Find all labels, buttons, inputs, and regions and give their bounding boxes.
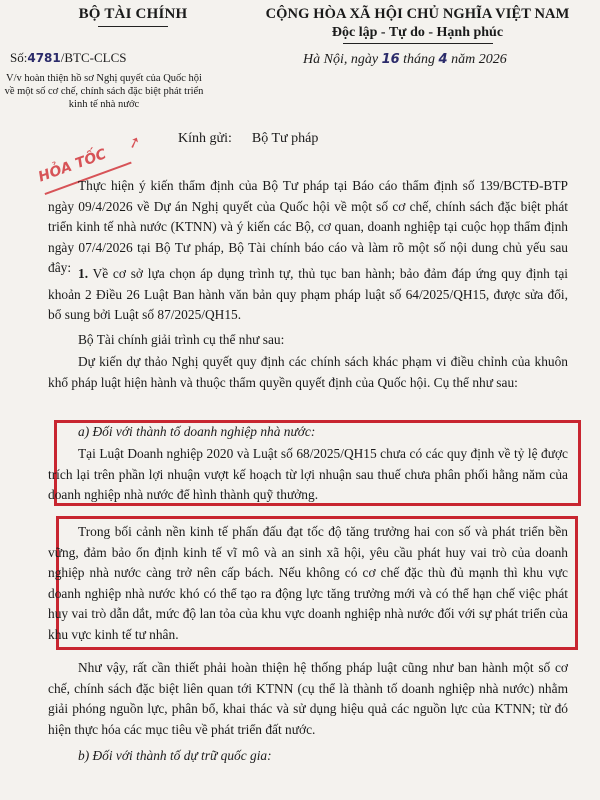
paragraph-subsection-a: a) Đối với thành tố doanh nghiệp nhà nước: bbox=[78, 424, 316, 439]
document-date bbox=[303, 52, 507, 68]
paragraph-enterprise-law: Tại Luật Doanh nghiệp 2020 và Luật số 68/2025/QH15 chưa có các quy định về tỷ lệ được trích lại trên phần lợi nhuận vượt kế hoạch từ lợi nhuận sau thuế chưa phân phối hằng năm của doanh nghiệp nhà nước để hình thành quỹ thưởng. bbox=[48, 446, 568, 503]
paragraph-section-1: 1. Về cơ sở lựa chọn áp dụng trình tự, thủ tục ban hành; bảo đảm đáp ứng quy định tại khoản 2 Điều 26 Luật Ban hành văn bản quy phạm pháp luật số 64/2025/QH15, được sửa đổi, bổ sung bởi Luật số 87/2025/QH15. bbox=[48, 266, 568, 323]
stamp-text: HỎA TỐC bbox=[36, 146, 109, 186]
national-motto: Độc lập - Tự do - Hạnh phúc bbox=[331, 25, 504, 40]
addressee: Bộ Tư pháp bbox=[251, 131, 319, 146]
nation-name: CỘNG HÒA XÃ HỘI CHỦ NGHĨA VIỆT NAM bbox=[265, 6, 570, 22]
date-month-label: tháng bbox=[403, 52, 436, 67]
greeting-label: Kính gửi: bbox=[178, 131, 232, 146]
paragraph-intro: Thực hiện ý kiến thẩm định của Bộ Tư pháp tại Báo cáo thẩm định số 139/BCTĐ-BTP ngày 09/4/2026 về Dự án Nghị quyết của Quốc hội về một số cơ chế, chính sách đặc biệt phát triển kinh tế nhà nước (KTNN) và ý kiến các Bộ, cơ quan, doanh nghiệp tại cuộc họp thẩm định ngày 07/4/2026 tại Bộ Tư pháp, Bộ Tài chính báo cáo và làm rõ một số nội dung chủ yếu sau đây: bbox=[48, 178, 568, 276]
greeting bbox=[178, 131, 318, 147]
paragraph-explain: Bộ Tài chính giải trình cụ thể như sau: bbox=[78, 332, 285, 347]
paragraph-draft: Dự kiến dự thảo Nghị quyết quy định các chính sách khác phạm vi điều chỉnh của khuôn khổ pháp luật hiện hành và thuộc thẩm quyền quyết định của Quốc hội. Cụ thể như sau: bbox=[48, 354, 568, 390]
doc-number-suffix: /BTC-CLCS bbox=[60, 50, 127, 65]
date-month-handwritten: 4 bbox=[438, 52, 448, 67]
stamp-arrow-icon: ➚ bbox=[125, 131, 144, 153]
header-underline-right bbox=[343, 43, 493, 44]
subject-line: V/v hoàn thiện hồ sơ Nghị quyết của Quốc hội về một số cơ chế, chính sách đặc biệt phát triển kinh tế nhà nước bbox=[4, 73, 204, 110]
ministry-name: BỘ TÀI CHÍNH bbox=[78, 6, 188, 22]
date-year: năm 2026 bbox=[451, 52, 507, 67]
header-underline-left bbox=[98, 26, 168, 27]
date-day-handwritten: 16 bbox=[381, 52, 400, 67]
national-header bbox=[240, 6, 595, 44]
doc-number-handwritten: 4781 bbox=[27, 51, 61, 65]
paragraph-context: Trong bối cảnh nền kinh tế phấn đấu đạt tốc độ tăng trưởng hai con số và phát triển bền vững, đảm bảo ổn định kinh tế vĩ mô và an sinh xã hội, yêu cầu phát huy vai trò của doanh nghiệp nhà nước càng trở nên cấp bách. Nếu không có cơ chế đặc thù đủ mạnh thì khu vực doanh nghiệp nhà nước khó có thể tạo ra động lực tăng trưởng mới và có thể hạn chế việc phát huy vai trò dẫn dắt, mức độ lan tỏa của khu vực doanh nghiệp nhà nước đối với sự phát triển của khu vực kinh tế tư nhân. bbox=[48, 524, 568, 642]
section-1-number: 1. bbox=[78, 266, 89, 281]
paragraph-subsection-b: b) Đối với thành tố dự trữ quốc gia: bbox=[78, 748, 272, 763]
issuer-block bbox=[8, 6, 258, 27]
document-number bbox=[10, 50, 127, 66]
paragraph-conclusion: Như vậy, rất cần thiết phải hoàn thiện hệ thống pháp luật cũng như ban hành một số cơ chế, chính sách đặc biệt liên quan tới KTNN (cụ thể là thành tố doanh nghiệp nhà nước) nhằm giải phóng nguồn lực, phân bổ, khai thác và sử dụng hiệu quả các nguồn lực của KTNN; từ đó hiện thực hóa các mục tiêu về phát triển đất nước. bbox=[48, 660, 568, 737]
doc-number-prefix: Số: bbox=[10, 50, 28, 65]
date-prefix: Hà Nội, ngày bbox=[303, 52, 379, 67]
